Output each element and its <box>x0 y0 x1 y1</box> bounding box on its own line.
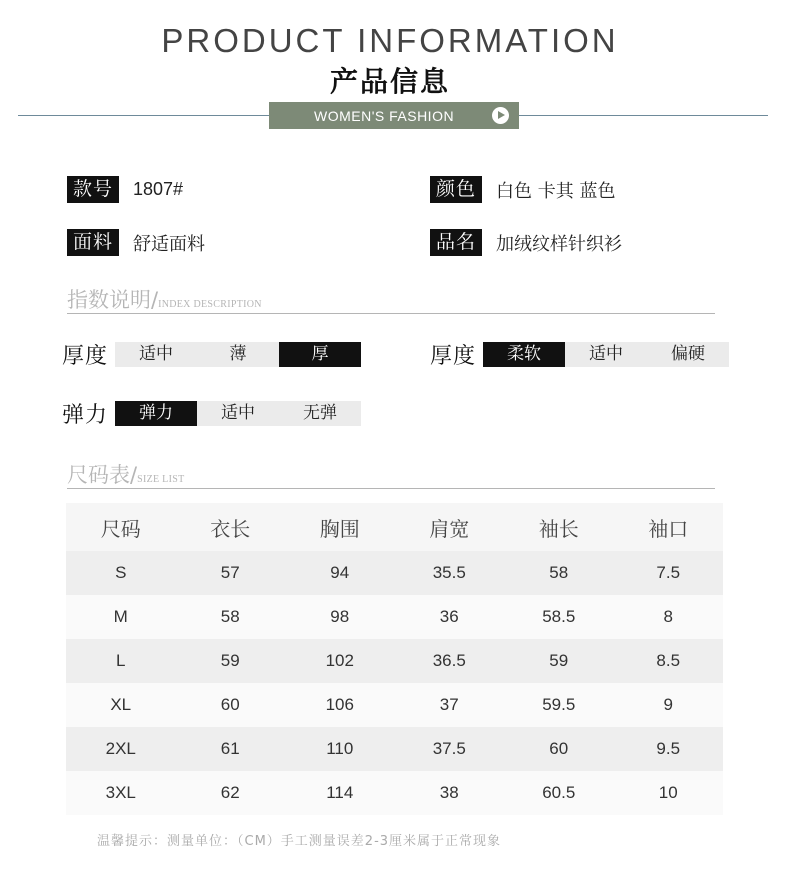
size-cell: 37.5 <box>395 727 505 771</box>
elasticity-option: 适中 <box>197 401 279 426</box>
size-cell: 57 <box>176 551 286 595</box>
color-tag: 颜色 <box>430 176 482 203</box>
page-title-chinese: 产品信息 <box>329 65 450 98</box>
size-section-header <box>67 459 715 489</box>
product-name-value: 加绒纹样针织衫 <box>496 233 623 255</box>
size-cell: 62 <box>176 771 286 815</box>
elasticity-scale <box>62 398 361 429</box>
page-title-english: PRODUCT INFORMATION <box>161 22 619 59</box>
softness-scale <box>430 339 729 370</box>
size-cell: 8.5 <box>614 639 724 683</box>
measurement-note: 温馨提示：测量单位：（CM）手工测量误差2-3厘米属于正常现象 <box>97 834 502 849</box>
size-cell: 59.5 <box>504 683 614 727</box>
product-name-row <box>430 229 622 256</box>
size-cell: 2XL <box>66 727 176 771</box>
size-cell: 38 <box>395 771 505 815</box>
size-cell: 114 <box>285 771 395 815</box>
size-cell: 110 <box>285 727 395 771</box>
style-number-tag: 款号 <box>67 176 119 203</box>
table-row <box>66 639 723 683</box>
size-cell: 37 <box>395 683 505 727</box>
thickness-option: 适中 <box>115 342 197 367</box>
elasticity-option-selected: 弹力 <box>115 401 197 426</box>
color-row <box>430 176 615 203</box>
fabric-tag: 面料 <box>67 229 119 256</box>
size-cell: 36 <box>395 595 505 639</box>
thickness-option-selected: 厚 <box>279 342 361 367</box>
size-header-cell: 肩宽 <box>395 503 505 551</box>
softness-options <box>483 342 729 367</box>
size-cell: 59 <box>504 639 614 683</box>
size-header-cell: 袖长 <box>504 503 614 551</box>
index-section-header <box>67 284 715 314</box>
table-row <box>66 595 723 639</box>
fabric-row <box>67 229 205 256</box>
style-number-value: 1807# <box>133 179 184 199</box>
banner-label: WOMEN'S FASHION <box>314 107 455 124</box>
size-cell: 60 <box>504 727 614 771</box>
softness-option-selected: 柔软 <box>483 342 565 367</box>
size-header-cell: 袖口 <box>614 503 724 551</box>
size-cell: 60 <box>176 683 286 727</box>
size-cell: 58 <box>176 595 286 639</box>
play-circle-icon <box>492 107 509 124</box>
table-row <box>66 551 723 595</box>
size-cell: 98 <box>285 595 395 639</box>
size-cell: 35.5 <box>395 551 505 595</box>
index-section-title: 指数说明/ <box>67 288 159 312</box>
table-row <box>66 683 723 727</box>
size-header-cell: 尺码 <box>66 503 176 551</box>
size-cell: 8 <box>614 595 724 639</box>
softness-option: 偏硬 <box>647 342 729 367</box>
size-cell: 10 <box>614 771 724 815</box>
size-cell: 36.5 <box>395 639 505 683</box>
size-table-header-row <box>66 503 723 551</box>
product-name-tag: 品名 <box>430 229 482 256</box>
size-cell: 58 <box>504 551 614 595</box>
style-number-row <box>67 176 183 203</box>
size-cell: 3XL <box>66 771 176 815</box>
thickness-scale <box>62 339 361 370</box>
category-banner <box>269 102 519 129</box>
size-table <box>66 503 723 815</box>
thickness-options <box>115 342 361 367</box>
size-cell: 7.5 <box>614 551 724 595</box>
thickness-label: 厚度 <box>62 344 109 369</box>
size-cell: 58.5 <box>504 595 614 639</box>
size-header-cell: 衣长 <box>176 503 286 551</box>
size-cell: S <box>66 551 176 595</box>
index-section-subtitle: INDEX DESCRIPTION <box>158 299 262 310</box>
size-cell: L <box>66 639 176 683</box>
softness-label: 厚度 <box>430 344 477 369</box>
size-cell: 60.5 <box>504 771 614 815</box>
size-cell: 9.5 <box>614 727 724 771</box>
elasticity-options <box>115 401 361 426</box>
fabric-value: 舒适面料 <box>133 233 206 255</box>
table-row <box>66 771 723 815</box>
size-cell: M <box>66 595 176 639</box>
size-cell: 59 <box>176 639 286 683</box>
color-value: 白色 卡其 蓝色 <box>496 180 616 202</box>
size-section-title: 尺码表/ <box>67 463 138 487</box>
size-cell: 61 <box>176 727 286 771</box>
size-cell: 106 <box>285 683 395 727</box>
elasticity-label: 弹力 <box>62 403 109 428</box>
size-cell: XL <box>66 683 176 727</box>
size-cell: 9 <box>614 683 724 727</box>
size-header-cell: 胸围 <box>285 503 395 551</box>
elasticity-option: 无弹 <box>279 401 361 426</box>
thickness-option: 薄 <box>197 342 279 367</box>
size-cell: 94 <box>285 551 395 595</box>
size-section-subtitle: SIZE LIST <box>137 474 185 485</box>
softness-option: 适中 <box>565 342 647 367</box>
table-row <box>66 727 723 771</box>
size-cell: 102 <box>285 639 395 683</box>
